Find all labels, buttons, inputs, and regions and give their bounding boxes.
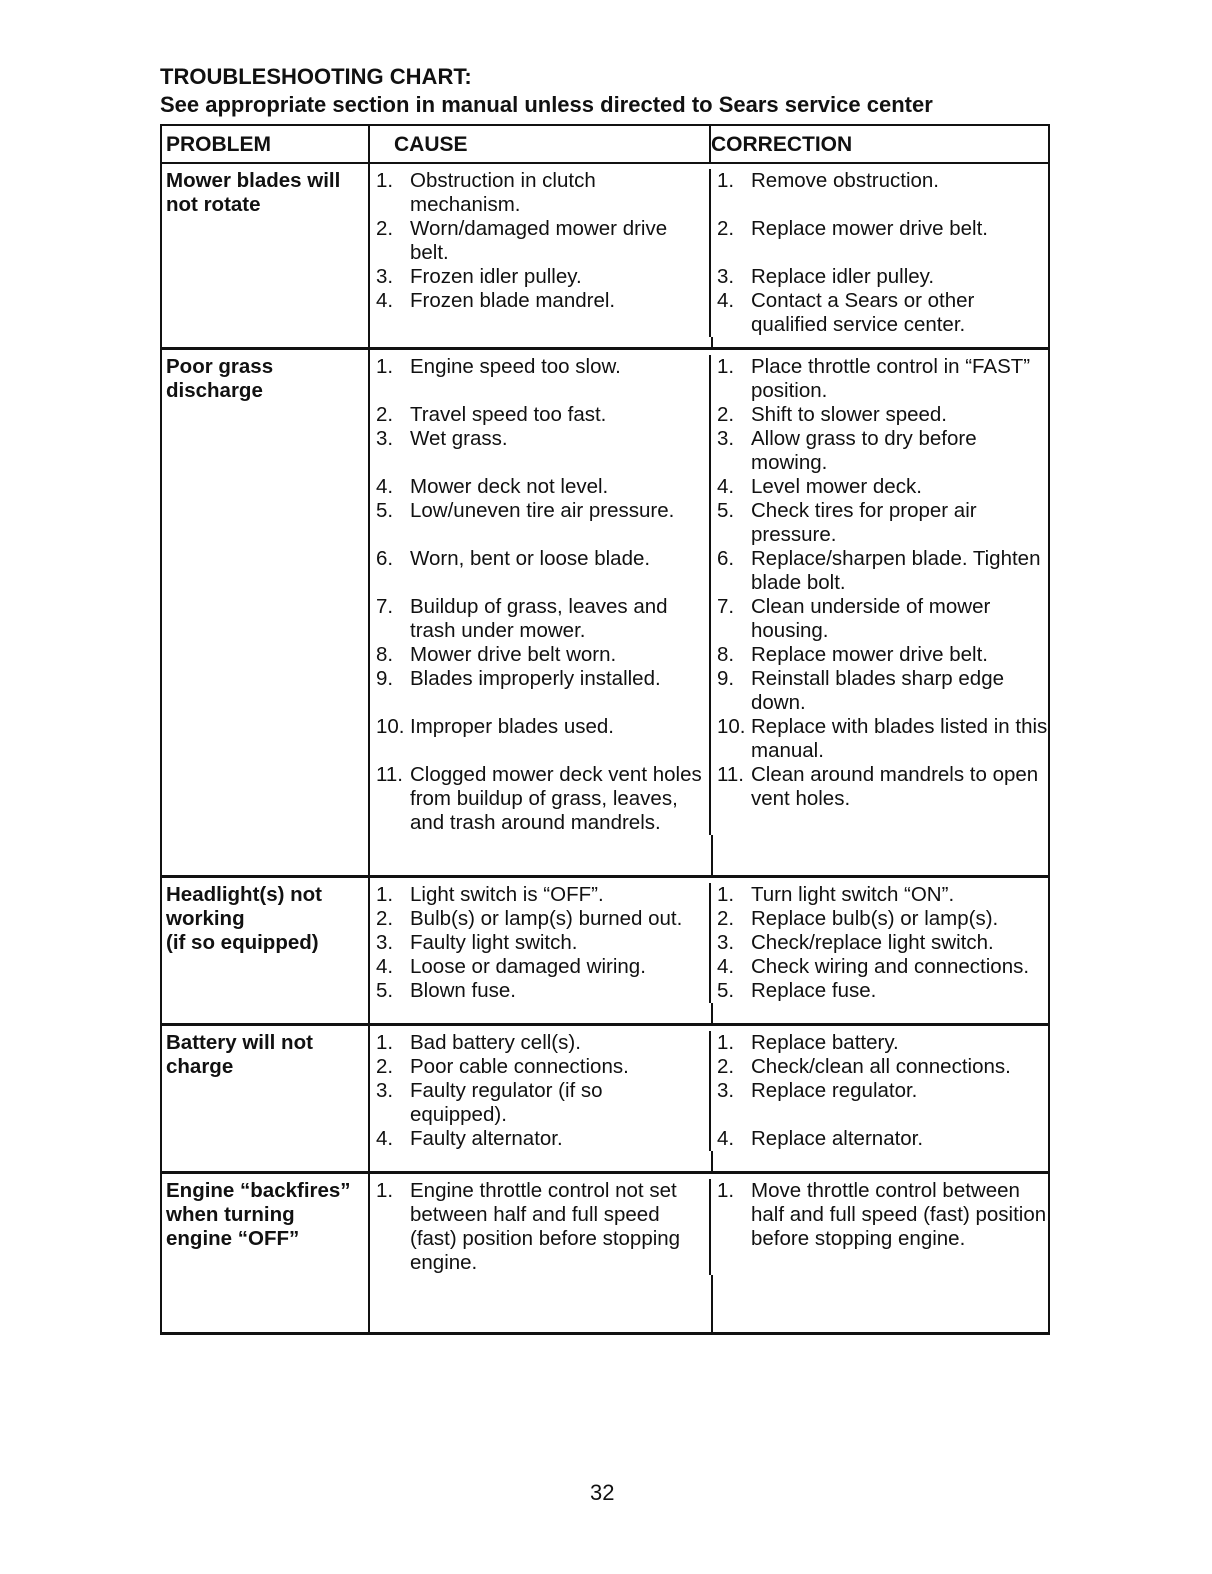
correction-text: Remove obstruction.	[751, 169, 940, 192]
correction-number: 3.	[717, 931, 735, 954]
table-row	[370, 595, 1048, 643]
correction-cell	[711, 979, 1048, 1003]
cause-cell	[370, 217, 711, 265]
cause-text: Frozen idler pulley.	[410, 265, 582, 288]
cause-cell	[370, 667, 711, 715]
cause-number: 2.	[376, 403, 394, 426]
cause-number: 2.	[376, 1055, 394, 1078]
cause-text: Blades improperly installed.	[410, 667, 661, 690]
cause-number: 4.	[376, 1127, 394, 1150]
correction-number: 1.	[717, 355, 735, 378]
cause-number: 8.	[376, 643, 394, 666]
correction-cell	[711, 955, 1048, 979]
chart-title: TROUBLESHOOTING CHART:	[160, 64, 472, 89]
correction-text: Clean around mandrels to open vent holes.	[751, 763, 1039, 810]
page-number: 32	[590, 1480, 615, 1505]
correction-number: 5.	[717, 979, 735, 1002]
correction-text: Check wiring and connections.	[751, 955, 1030, 978]
filler	[370, 1003, 1048, 1023]
correction-cell	[711, 1127, 1048, 1151]
correction-cell	[711, 547, 1048, 595]
cause-text: Obstruction in clutch mechanism.	[410, 169, 596, 216]
correction-text: Clean underside of mower housing.	[751, 595, 991, 642]
cause-number: 4.	[376, 289, 394, 312]
cause-number: 1.	[376, 1031, 394, 1054]
filler	[370, 337, 1048, 347]
cause-number: 2.	[376, 217, 394, 240]
correction-cell	[711, 1031, 1048, 1055]
correction-number: 11.	[717, 763, 744, 786]
cause-cell	[370, 1079, 711, 1127]
correction-number: 3.	[717, 1079, 735, 1102]
correction-text: Replace mower drive belt.	[751, 643, 988, 666]
cause-number: 6.	[376, 547, 394, 570]
cause-text: Poor cable connections.	[410, 1055, 629, 1078]
items-column	[370, 878, 1048, 1023]
cause-cell	[370, 979, 711, 1003]
correction-number: 1.	[717, 1031, 735, 1054]
correction-number: 8.	[717, 643, 735, 666]
table-row	[370, 289, 1048, 337]
cause-number: 3.	[376, 931, 394, 954]
correction-number: 4.	[717, 955, 735, 978]
cause-number: 5.	[376, 499, 394, 522]
correction-number: 4.	[717, 289, 735, 312]
cause-number: 3.	[376, 265, 394, 288]
correction-cell	[711, 667, 1048, 715]
cause-cell	[370, 883, 711, 907]
correction-cell	[711, 907, 1048, 931]
cause-cell	[370, 547, 711, 595]
correction-number: 2.	[717, 403, 735, 426]
correction-cell	[711, 403, 1048, 427]
correction-number: 1.	[717, 1179, 735, 1202]
table-row	[370, 1079, 1048, 1127]
table-row	[370, 265, 1048, 289]
correction-number: 1.	[717, 169, 735, 192]
cause-number: 5.	[376, 979, 394, 1002]
table-row	[370, 763, 1048, 835]
correction-text: Replace fuse.	[751, 979, 877, 1002]
table-row	[370, 955, 1048, 979]
cause-cell	[370, 1031, 711, 1055]
correction-number: 9.	[717, 667, 735, 690]
problem-cell: Engine “backfires” when turning engine “OFF”	[162, 1174, 370, 1332]
cause-cell	[370, 931, 711, 955]
problem-cell: Mower blades will not rotate	[162, 164, 370, 347]
table-header	[162, 126, 1048, 164]
correction-number: 5.	[717, 499, 735, 522]
correction-cell	[711, 931, 1048, 955]
correction-number: 6.	[717, 547, 735, 570]
troubleshooting-table	[160, 124, 1050, 1335]
table-section	[162, 350, 1048, 878]
column-divider	[370, 1003, 713, 1023]
problem-cell: Headlight(s) not working (if so equipped)	[162, 878, 370, 1023]
table-section	[162, 878, 1048, 1026]
table-row	[370, 547, 1048, 595]
cause-text: Buildup of grass, leaves and trash under mower.	[410, 595, 668, 642]
cause-cell	[370, 499, 711, 547]
correction-text: Move throttle control between half and full speed (fast) position before stopping engine.	[751, 1179, 1047, 1250]
cause-text: Engine throttle control not set between half and full speed (fast) position before stopping engine.	[410, 1179, 681, 1274]
cause-text: Wet grass.	[410, 427, 508, 450]
correction-cell	[711, 355, 1048, 403]
correction-text: Replace alternator.	[751, 1127, 924, 1150]
table-row	[370, 1127, 1048, 1151]
cause-cell	[370, 1055, 711, 1079]
correction-number: 3.	[717, 265, 735, 288]
table-row	[370, 931, 1048, 955]
cause-cell	[370, 427, 711, 475]
correction-text: Allow grass to dry before mowing.	[751, 427, 977, 474]
correction-text: Shift to slower speed.	[751, 403, 947, 426]
correction-text: Place throttle control in “FAST” position.	[751, 355, 1031, 402]
cause-cell	[370, 643, 711, 667]
problem-cell: Battery will not charge	[162, 1026, 370, 1171]
cause-text: Mower drive belt worn.	[410, 643, 617, 666]
table-row	[370, 1179, 1048, 1275]
correction-cell	[711, 427, 1048, 475]
table-row	[370, 403, 1048, 427]
cause-text: Faulty alternator.	[410, 1127, 563, 1150]
correction-cell	[711, 643, 1048, 667]
cause-number: 9.	[376, 667, 394, 690]
correction-cell	[711, 1079, 1048, 1127]
column-divider	[370, 1275, 713, 1332]
table-row	[370, 217, 1048, 265]
correction-text: Contact a Sears or other qualified service center.	[751, 289, 975, 336]
correction-text: Turn light switch “ON”.	[751, 883, 955, 906]
correction-number: 4.	[717, 475, 735, 498]
filler	[370, 1151, 1048, 1171]
header-correction: CORRECTION	[711, 133, 853, 156]
correction-text: Replace with blades listed in this manual.	[751, 715, 1048, 762]
cause-text: Bulb(s) or lamp(s) burned out.	[410, 907, 683, 930]
cause-cell	[370, 355, 711, 403]
cause-text: Blown fuse.	[410, 979, 516, 1002]
cause-text: Bad battery cell(s).	[410, 1031, 581, 1054]
cause-number: 1.	[376, 1179, 394, 1202]
correction-text: Replace mower drive belt.	[751, 217, 988, 240]
cause-number: 1.	[376, 883, 394, 906]
correction-cell	[711, 499, 1048, 547]
cause-cell	[370, 403, 711, 427]
table-row	[370, 667, 1048, 715]
items-column	[370, 1026, 1048, 1171]
cause-cell	[370, 289, 711, 337]
cause-cell	[370, 715, 711, 763]
correction-text: Level mower deck.	[751, 475, 922, 498]
correction-text: Check/clean all connections.	[751, 1055, 1011, 1078]
correction-cell	[711, 289, 1048, 337]
correction-text: Replace idler pulley.	[751, 265, 935, 288]
correction-cell	[711, 1179, 1048, 1275]
cause-text: Frozen blade mandrel.	[410, 289, 616, 312]
cause-cell	[370, 595, 711, 643]
table-section	[162, 1026, 1048, 1174]
table-section	[162, 1174, 1048, 1332]
cause-text: Improper blades used.	[410, 715, 614, 738]
cause-cell	[370, 169, 711, 217]
column-divider	[370, 1151, 713, 1171]
correction-number: 2.	[717, 1055, 735, 1078]
cause-number: 2.	[376, 907, 394, 930]
correction-text: Check tires for proper air pressure.	[751, 499, 977, 546]
correction-number: 2.	[717, 217, 735, 240]
cause-text: Low/uneven tire air pressure.	[410, 499, 675, 522]
correction-cell	[711, 595, 1048, 643]
cause-text: Engine speed too slow.	[410, 355, 621, 378]
correction-text: Replace battery.	[751, 1031, 899, 1054]
cause-cell	[370, 265, 711, 289]
cause-number: 4.	[376, 475, 394, 498]
cause-number: 3.	[376, 1079, 394, 1102]
table-row	[370, 883, 1048, 907]
header-problem: PROBLEM	[162, 126, 370, 162]
table-row	[370, 907, 1048, 931]
cause-cell	[370, 907, 711, 931]
correction-number: 4.	[717, 1127, 735, 1150]
correction-number: 2.	[717, 907, 735, 930]
correction-text: Check/replace light switch.	[751, 931, 994, 954]
correction-text: Replace bulb(s) or lamp(s).	[751, 907, 999, 930]
cause-text: Faulty light switch.	[410, 931, 578, 954]
filler	[370, 1275, 1048, 1332]
cause-number: 1.	[376, 169, 394, 192]
correction-number: 1.	[717, 883, 735, 906]
cause-text: Light switch is “OFF”.	[410, 883, 604, 906]
correction-text: Reinstall blades sharp edge down.	[751, 667, 1004, 714]
header-cause: CAUSE	[370, 126, 711, 162]
table-row	[370, 1031, 1048, 1055]
table-row	[370, 475, 1048, 499]
column-divider	[370, 835, 713, 875]
cause-number: 7.	[376, 595, 394, 618]
correction-cell	[711, 169, 1048, 217]
table-row	[370, 643, 1048, 667]
items-column	[370, 164, 1048, 347]
cause-text: Worn, bent or loose blade.	[410, 547, 651, 570]
cause-number: 4.	[376, 955, 394, 978]
cause-cell	[370, 1179, 711, 1275]
cause-number: 11.	[376, 763, 403, 786]
correction-text: Replace regulator.	[751, 1079, 918, 1102]
correction-cell	[711, 763, 1048, 835]
cause-cell	[370, 955, 711, 979]
table-section	[162, 164, 1048, 350]
cause-number: 1.	[376, 355, 394, 378]
correction-cell	[711, 883, 1048, 907]
column-divider	[370, 337, 713, 347]
correction-number: 10.	[717, 715, 746, 738]
table-row	[370, 355, 1048, 403]
filler	[370, 835, 1048, 875]
correction-cell	[711, 217, 1048, 265]
table-row	[370, 499, 1048, 547]
correction-text: Replace/sharpen blade. Tighten blade bolt.	[751, 547, 1041, 594]
cause-text: Mower deck not level.	[410, 475, 609, 498]
items-column	[370, 1174, 1048, 1332]
table-row	[370, 169, 1048, 217]
cause-cell	[370, 1127, 711, 1151]
table-row	[370, 979, 1048, 1003]
items-column	[370, 350, 1048, 875]
correction-cell	[711, 265, 1048, 289]
cause-number: 10.	[376, 715, 405, 738]
cause-cell	[370, 475, 711, 499]
cause-text: Loose or damaged wiring.	[410, 955, 646, 978]
correction-cell	[711, 1055, 1048, 1079]
correction-cell	[711, 715, 1048, 763]
chart-subtitle: See appropriate section in manual unless directed to Sears service center	[160, 92, 933, 117]
correction-cell	[711, 475, 1048, 499]
cause-text: Faulty regulator (if so equipped).	[410, 1079, 603, 1126]
cause-text: Worn/damaged mower drive belt.	[410, 217, 668, 264]
correction-number: 3.	[717, 427, 735, 450]
table-row	[370, 715, 1048, 763]
problem-cell: Poor grass discharge	[162, 350, 370, 875]
correction-number: 7.	[717, 595, 735, 618]
cause-text: Travel speed too fast.	[410, 403, 607, 426]
cause-text: Clogged mower deck vent holes from buildup of grass, leaves, and trash around mandrels.	[410, 763, 702, 834]
table-row	[370, 1055, 1048, 1079]
cause-cell	[370, 763, 711, 835]
cause-number: 3.	[376, 427, 394, 450]
table-row	[370, 427, 1048, 475]
